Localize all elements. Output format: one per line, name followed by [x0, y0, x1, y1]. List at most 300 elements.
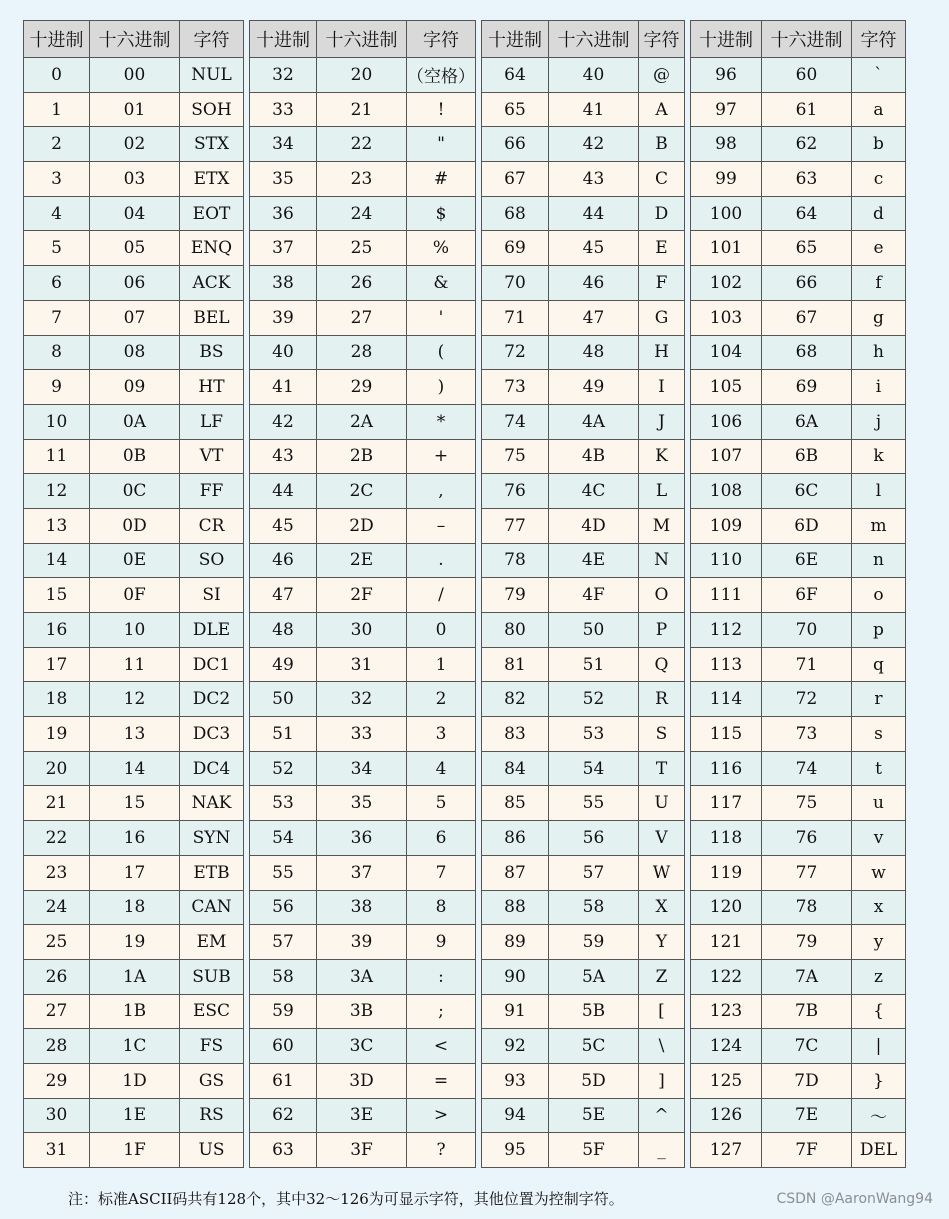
cell-char: !: [407, 92, 476, 127]
table-row: [250, 821, 476, 856]
table-row: [482, 1063, 685, 1098]
cell-char: C: [639, 162, 685, 197]
cell-decimal: 19: [24, 717, 90, 752]
table-row: [24, 196, 244, 231]
cell-char: 2: [407, 682, 476, 717]
cell-char: P: [639, 613, 685, 648]
cell-hex: 1A: [90, 959, 180, 994]
table-row: [691, 959, 906, 994]
cell-char: r: [852, 682, 906, 717]
table-row: [482, 855, 685, 890]
table-row: [691, 786, 906, 821]
table-row: [691, 1133, 906, 1168]
cell-char: H: [639, 335, 685, 370]
table-row: [691, 855, 906, 890]
cell-char: U: [639, 786, 685, 821]
cell-hex: 4E: [549, 543, 639, 578]
table-row: [24, 162, 244, 197]
header-row: [24, 21, 244, 58]
cell-hex: 46: [549, 266, 639, 301]
table-row: [250, 925, 476, 960]
cell-hex: 79: [762, 925, 852, 960]
cell-char: ENQ: [180, 231, 244, 266]
cell-decimal: 45: [250, 508, 317, 543]
table-row: [24, 855, 244, 890]
cell-decimal: 39: [250, 300, 317, 335]
cell-decimal: 95: [482, 1133, 549, 1168]
cell-decimal: 83: [482, 717, 549, 752]
table-row: [482, 92, 685, 127]
cell-hex: 18: [90, 890, 180, 925]
cell-decimal: 87: [482, 855, 549, 890]
cell-char: 6: [407, 821, 476, 856]
cell-hex: 44: [549, 196, 639, 231]
cell-decimal: 106: [691, 404, 762, 439]
cell-decimal: 14: [24, 543, 90, 578]
cell-hex: 25: [317, 231, 407, 266]
cell-decimal: 5: [24, 231, 90, 266]
cell-decimal: 100: [691, 196, 762, 231]
cell-char: 3: [407, 717, 476, 752]
cell-hex: 2A: [317, 404, 407, 439]
cell-hex: 03: [90, 162, 180, 197]
cell-hex: 7A: [762, 959, 852, 994]
cell-char: $: [407, 196, 476, 231]
cell-char: y: [852, 925, 906, 960]
cell-decimal: 36: [250, 196, 317, 231]
cell-char: q: [852, 647, 906, 682]
cell-hex: 3A: [317, 959, 407, 994]
cell-hex: 42: [549, 127, 639, 162]
table-row: [24, 266, 244, 301]
cell-hex: 01: [90, 92, 180, 127]
cell-char: w: [852, 855, 906, 890]
cell-decimal: 15: [24, 578, 90, 613]
cell-decimal: 64: [482, 58, 549, 93]
cell-char: ACK: [180, 266, 244, 301]
cell-decimal: 26: [24, 959, 90, 994]
cell-hex: 69: [762, 370, 852, 405]
ascii-block-2: [249, 20, 476, 1168]
cell-hex: 4C: [549, 474, 639, 509]
cell-hex: 62: [762, 127, 852, 162]
cell-hex: 2D: [317, 508, 407, 543]
cell-char: l: [852, 474, 906, 509]
cell-char: ]: [639, 1063, 685, 1098]
table-row: [250, 92, 476, 127]
table-row: [482, 543, 685, 578]
header-hex: 十六进制: [762, 21, 852, 58]
cell-hex: 48: [549, 335, 639, 370]
cell-char: ESC: [180, 994, 244, 1029]
cell-decimal: 59: [250, 994, 317, 1029]
cell-decimal: 31: [24, 1133, 90, 1168]
cell-decimal: 90: [482, 959, 549, 994]
table-row: [250, 543, 476, 578]
cell-char: b: [852, 127, 906, 162]
cell-char: RS: [180, 1098, 244, 1133]
cell-hex: 7B: [762, 994, 852, 1029]
cell-hex: 32: [317, 682, 407, 717]
cell-hex: 39: [317, 925, 407, 960]
table-row: [24, 58, 244, 93]
cell-char: 7: [407, 855, 476, 890]
cell-char: I: [639, 370, 685, 405]
cell-char: =: [407, 1063, 476, 1098]
cell-hex: 3B: [317, 994, 407, 1029]
cell-char: M: [639, 508, 685, 543]
ascii-block-3: [481, 20, 685, 1168]
cell-decimal: 84: [482, 751, 549, 786]
cell-hex: 23: [317, 162, 407, 197]
table-row: [691, 890, 906, 925]
cell-char: DC4: [180, 751, 244, 786]
cell-char: CAN: [180, 890, 244, 925]
cell-char: [: [639, 994, 685, 1029]
cell-char: DLE: [180, 613, 244, 648]
cell-decimal: 35: [250, 162, 317, 197]
cell-hex: 24: [317, 196, 407, 231]
cell-char: NAK: [180, 786, 244, 821]
cell-decimal: 24: [24, 890, 90, 925]
cell-hex: 31: [317, 647, 407, 682]
cell-char: K: [639, 439, 685, 474]
cell-decimal: 43: [250, 439, 317, 474]
cell-decimal: 53: [250, 786, 317, 821]
cell-hex: 5D: [549, 1063, 639, 1098]
header-hex: 十六进制: [317, 21, 407, 58]
cell-hex: 7F: [762, 1133, 852, 1168]
cell-decimal: 92: [482, 1029, 549, 1064]
cell-decimal: 11: [24, 439, 90, 474]
table-row: [691, 508, 906, 543]
cell-char: ?: [407, 1133, 476, 1168]
cell-char: 8: [407, 890, 476, 925]
cell-decimal: 123: [691, 994, 762, 1029]
cell-char: GS: [180, 1063, 244, 1098]
cell-hex: 49: [549, 370, 639, 405]
cell-hex: 17: [90, 855, 180, 890]
cell-char: +: [407, 439, 476, 474]
cell-hex: 57: [549, 855, 639, 890]
cell-char: STX: [180, 127, 244, 162]
cell-hex: 0D: [90, 508, 180, 543]
cell-char: j: [852, 404, 906, 439]
cell-decimal: 109: [691, 508, 762, 543]
table-row: [24, 925, 244, 960]
cell-decimal: 21: [24, 786, 90, 821]
cell-decimal: 79: [482, 578, 549, 613]
cell-char: Y: [639, 925, 685, 960]
cell-decimal: 101: [691, 231, 762, 266]
cell-char: US: [180, 1133, 244, 1168]
cell-decimal: 28: [24, 1029, 90, 1064]
cell-char: DC1: [180, 647, 244, 682]
table-row: [24, 682, 244, 717]
cell-char: z: [852, 959, 906, 994]
table-row: [250, 578, 476, 613]
cell-decimal: 17: [24, 647, 90, 682]
cell-hex: 08: [90, 335, 180, 370]
cell-char: ): [407, 370, 476, 405]
cell-decimal: 82: [482, 682, 549, 717]
table-row: [24, 751, 244, 786]
cell-hex: 54: [549, 751, 639, 786]
cell-char: }: [852, 1063, 906, 1098]
cell-char: g: [852, 300, 906, 335]
cell-hex: 6C: [762, 474, 852, 509]
cell-decimal: 81: [482, 647, 549, 682]
cell-char: X: [639, 890, 685, 925]
table-row: [691, 439, 906, 474]
cell-decimal: 122: [691, 959, 762, 994]
table-row: [250, 404, 476, 439]
table-row: [250, 717, 476, 752]
table-row: [24, 994, 244, 1029]
header-row: [482, 21, 685, 58]
table-row: [691, 1029, 906, 1064]
cell-char: ": [407, 127, 476, 162]
cell-decimal: 4: [24, 196, 90, 231]
cell-decimal: 10: [24, 404, 90, 439]
header-decimal: 十进制: [250, 21, 317, 58]
cell-hex: 0C: [90, 474, 180, 509]
table-row: [691, 300, 906, 335]
cell-hex: 6D: [762, 508, 852, 543]
cell-char: Z: [639, 959, 685, 994]
cell-decimal: 119: [691, 855, 762, 890]
table-row: [24, 578, 244, 613]
cell-hex: 12: [90, 682, 180, 717]
cell-hex: 37: [317, 855, 407, 890]
cell-hex: 21: [317, 92, 407, 127]
cell-decimal: 70: [482, 266, 549, 301]
cell-hex: 4A: [549, 404, 639, 439]
cell-decimal: 120: [691, 890, 762, 925]
cell-decimal: 117: [691, 786, 762, 821]
cell-char: ': [407, 300, 476, 335]
cell-decimal: 98: [691, 127, 762, 162]
cell-char: Q: [639, 647, 685, 682]
cell-decimal: 71: [482, 300, 549, 335]
cell-hex: 64: [762, 196, 852, 231]
cell-char: E: [639, 231, 685, 266]
table-row: [691, 925, 906, 960]
cell-char: *: [407, 404, 476, 439]
cell-char: @: [639, 58, 685, 93]
cell-hex: 68: [762, 335, 852, 370]
table-row: [691, 682, 906, 717]
table-row: [250, 474, 476, 509]
cell-char: N: [639, 543, 685, 578]
cell-char: FF: [180, 474, 244, 509]
cell-hex: 1F: [90, 1133, 180, 1168]
table-row: [250, 1029, 476, 1064]
cell-char: ～: [852, 1098, 906, 1133]
cell-hex: 41: [549, 92, 639, 127]
cell-char: –: [407, 508, 476, 543]
cell-hex: 02: [90, 127, 180, 162]
cell-hex: 71: [762, 647, 852, 682]
cell-hex: 7E: [762, 1098, 852, 1133]
cell-decimal: 20: [24, 751, 90, 786]
cell-hex: 00: [90, 58, 180, 93]
table-row: [482, 578, 685, 613]
cell-char: SI: [180, 578, 244, 613]
table-row: [24, 821, 244, 856]
cell-char: k: [852, 439, 906, 474]
cell-char: DC2: [180, 682, 244, 717]
cell-hex: 11: [90, 647, 180, 682]
cell-hex: 52: [549, 682, 639, 717]
table-row: [250, 266, 476, 301]
cell-decimal: 112: [691, 613, 762, 648]
cell-decimal: 65: [482, 92, 549, 127]
table-row: [24, 1133, 244, 1168]
table-row: [250, 508, 476, 543]
cell-decimal: 60: [250, 1029, 317, 1064]
cell-hex: 61: [762, 92, 852, 127]
cell-decimal: 38: [250, 266, 317, 301]
table-row: [250, 890, 476, 925]
cell-char: ^: [639, 1098, 685, 1133]
table-row: [24, 543, 244, 578]
cell-decimal: 115: [691, 717, 762, 752]
table-row: [482, 613, 685, 648]
cell-decimal: 94: [482, 1098, 549, 1133]
cell-char: VT: [180, 439, 244, 474]
cell-char: d: [852, 196, 906, 231]
cell-decimal: 47: [250, 578, 317, 613]
cell-decimal: 88: [482, 890, 549, 925]
cell-hex: 59: [549, 925, 639, 960]
cell-char: a: [852, 92, 906, 127]
cell-hex: 5F: [549, 1133, 639, 1168]
table-row: [482, 300, 685, 335]
table-row: [482, 1098, 685, 1133]
cell-hex: 27: [317, 300, 407, 335]
cell-decimal: 116: [691, 751, 762, 786]
cell-hex: 1C: [90, 1029, 180, 1064]
cell-hex: 43: [549, 162, 639, 197]
cell-char: SO: [180, 543, 244, 578]
cell-decimal: 25: [24, 925, 90, 960]
cell-decimal: 86: [482, 821, 549, 856]
cell-char: <: [407, 1029, 476, 1064]
cell-hex: 3D: [317, 1063, 407, 1098]
table-row: [250, 335, 476, 370]
cell-char: e: [852, 231, 906, 266]
cell-hex: 1D: [90, 1063, 180, 1098]
table-row: [482, 231, 685, 266]
table-row: [691, 1098, 906, 1133]
cell-hex: 35: [317, 786, 407, 821]
table-row: [24, 1029, 244, 1064]
table-row: [24, 1098, 244, 1133]
table-row: [691, 994, 906, 1029]
cell-decimal: 75: [482, 439, 549, 474]
cell-decimal: 12: [24, 474, 90, 509]
cell-hex: 6F: [762, 578, 852, 613]
cell-char: .: [407, 543, 476, 578]
cell-decimal: 49: [250, 647, 317, 682]
cell-decimal: 73: [482, 370, 549, 405]
cell-hex: 2C: [317, 474, 407, 509]
cell-hex: 77: [762, 855, 852, 890]
table-row: [250, 58, 476, 93]
cell-decimal: 110: [691, 543, 762, 578]
cell-char: ETB: [180, 855, 244, 890]
table-row: [691, 266, 906, 301]
cell-decimal: 104: [691, 335, 762, 370]
table-row: [250, 855, 476, 890]
table-row: [482, 1133, 685, 1168]
cell-char: NUL: [180, 58, 244, 93]
cell-char: HT: [180, 370, 244, 405]
table-row: [482, 474, 685, 509]
ascii-table: [23, 20, 906, 1168]
header-row: [250, 21, 476, 58]
cell-hex: 06: [90, 266, 180, 301]
cell-decimal: 61: [250, 1063, 317, 1098]
cell-decimal: 0: [24, 58, 90, 93]
table-row: [24, 439, 244, 474]
table-row: [24, 335, 244, 370]
table-row: [482, 196, 685, 231]
cell-char: u: [852, 786, 906, 821]
table-row: [24, 474, 244, 509]
cell-decimal: 16: [24, 613, 90, 648]
cell-hex: 28: [317, 335, 407, 370]
table-row: [250, 647, 476, 682]
cell-hex: 70: [762, 613, 852, 648]
table-row: [250, 196, 476, 231]
cell-decimal: 3: [24, 162, 90, 197]
table-row: [691, 196, 906, 231]
cell-decimal: 37: [250, 231, 317, 266]
cell-char: c: [852, 162, 906, 197]
cell-decimal: 103: [691, 300, 762, 335]
table-row: [24, 959, 244, 994]
table-row: [24, 717, 244, 752]
table-row: [691, 821, 906, 856]
cell-decimal: 51: [250, 717, 317, 752]
cell-decimal: 78: [482, 543, 549, 578]
cell-decimal: 41: [250, 370, 317, 405]
cell-decimal: 118: [691, 821, 762, 856]
table-row: [250, 959, 476, 994]
cell-decimal: 55: [250, 855, 317, 890]
table-row: [24, 1063, 244, 1098]
cell-hex: 45: [549, 231, 639, 266]
cell-char: SOH: [180, 92, 244, 127]
cell-hex: 6A: [762, 404, 852, 439]
cell-hex: 6B: [762, 439, 852, 474]
table-row: [250, 786, 476, 821]
table-row: [250, 439, 476, 474]
cell-hex: 50: [549, 613, 639, 648]
cell-char: \: [639, 1029, 685, 1064]
cell-hex: 26: [317, 266, 407, 301]
table-row: [691, 1063, 906, 1098]
cell-decimal: 111: [691, 578, 762, 613]
cell-char: V: [639, 821, 685, 856]
table-row: [691, 127, 906, 162]
cell-char: p: [852, 613, 906, 648]
cell-hex: 2E: [317, 543, 407, 578]
table-row: [691, 231, 906, 266]
cell-hex: 74: [762, 751, 852, 786]
